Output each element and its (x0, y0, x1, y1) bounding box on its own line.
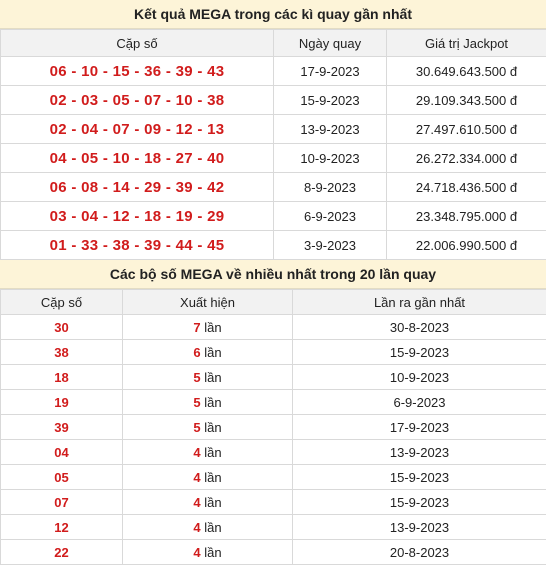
table-row (1, 315, 546, 340)
count-value: 7 (193, 319, 201, 335)
number-pair: 05 (1, 465, 123, 490)
count-unit: lần (204, 444, 222, 460)
recent-results-title: Kết quả MEGA trong các kì quay gần nhất (0, 0, 546, 29)
appearance-count (123, 415, 293, 440)
jackpot-value: 27.497.610.500 đ (387, 115, 546, 144)
count-value: 4 (193, 444, 201, 460)
draw-date: 13-9-2023 (274, 115, 387, 144)
count-value: 4 (193, 544, 201, 560)
count-unit: lần (204, 344, 222, 360)
result-numbers: 02 - 03 - 05 - 07 - 10 - 38 (1, 86, 274, 115)
count-value: 5 (193, 369, 201, 385)
number-pair: 18 (1, 365, 123, 390)
last-seen-date: 10-9-2023 (293, 365, 546, 390)
header-last-seen: Lần ra gần nhất (293, 290, 546, 315)
number-pair: 19 (1, 390, 123, 415)
table-row (1, 173, 546, 202)
table-row (1, 540, 546, 565)
last-seen-date: 15-9-2023 (293, 465, 546, 490)
count-unit: lần (204, 369, 222, 385)
count-unit: lần (204, 419, 222, 435)
count-value: 5 (193, 419, 201, 435)
count-unit: lần (204, 394, 222, 410)
count-value: 4 (193, 494, 201, 510)
appearance-count (123, 540, 293, 565)
draw-date: 10-9-2023 (274, 144, 387, 173)
result-numbers: 04 - 05 - 10 - 18 - 27 - 40 (1, 144, 274, 173)
table-row (1, 515, 546, 540)
header-pair: Cặp số (1, 290, 123, 315)
table-row (1, 57, 546, 86)
table-row (1, 440, 546, 465)
jackpot-value: 24.718.436.500 đ (387, 173, 546, 202)
last-seen-date: 6-9-2023 (293, 390, 546, 415)
header-numbers: Cặp số (1, 30, 274, 57)
appearance-count (123, 490, 293, 515)
last-seen-date: 30-8-2023 (293, 315, 546, 340)
draw-date: 8-9-2023 (274, 173, 387, 202)
table-row (1, 231, 546, 260)
table-row (1, 415, 546, 440)
last-seen-date: 13-9-2023 (293, 515, 546, 540)
table-row (1, 115, 546, 144)
count-value: 4 (193, 519, 201, 535)
number-pair: 07 (1, 490, 123, 515)
table-row (1, 86, 546, 115)
count-unit: lần (204, 494, 222, 510)
draw-date: 15-9-2023 (274, 86, 387, 115)
last-seen-date: 15-9-2023 (293, 340, 546, 365)
result-numbers: 03 - 04 - 12 - 18 - 19 - 29 (1, 202, 274, 231)
appearance-count (123, 340, 293, 365)
jackpot-value: 26.272.334.000 đ (387, 144, 546, 173)
last-seen-date: 15-9-2023 (293, 490, 546, 515)
table-row (1, 365, 546, 390)
appearance-count (123, 315, 293, 340)
count-value: 5 (193, 394, 201, 410)
table-header-row (1, 30, 546, 57)
number-pair: 38 (1, 340, 123, 365)
last-seen-date: 13-9-2023 (293, 440, 546, 465)
count-value: 6 (193, 344, 201, 360)
appearance-count (123, 390, 293, 415)
table-row (1, 144, 546, 173)
jackpot-value: 30.649.643.500 đ (387, 57, 546, 86)
frequent-numbers-table (0, 289, 546, 565)
result-numbers: 06 - 10 - 15 - 36 - 39 - 43 (1, 57, 274, 86)
result-numbers: 02 - 04 - 07 - 09 - 12 - 13 (1, 115, 274, 144)
header-date: Ngày quay (274, 30, 387, 57)
count-unit: lần (204, 319, 222, 335)
jackpot-value: 22.006.990.500 đ (387, 231, 546, 260)
last-seen-date: 17-9-2023 (293, 415, 546, 440)
number-pair: 22 (1, 540, 123, 565)
table-row (1, 340, 546, 365)
appearance-count (123, 515, 293, 540)
count-unit: lần (204, 469, 222, 485)
count-value: 4 (193, 469, 201, 485)
appearance-count (123, 365, 293, 390)
result-numbers: 06 - 08 - 14 - 29 - 39 - 42 (1, 173, 274, 202)
appearance-count (123, 465, 293, 490)
number-pair: 30 (1, 315, 123, 340)
number-pair: 39 (1, 415, 123, 440)
number-pair: 04 (1, 440, 123, 465)
draw-date: 17-9-2023 (274, 57, 387, 86)
count-unit: lần (204, 519, 222, 535)
header-appearances: Xuất hiện (123, 290, 293, 315)
table-row (1, 202, 546, 231)
jackpot-value: 23.348.795.000 đ (387, 202, 546, 231)
draw-date: 6-9-2023 (274, 202, 387, 231)
draw-date: 3-9-2023 (274, 231, 387, 260)
header-jackpot: Giá trị Jackpot (387, 30, 546, 57)
jackpot-value: 29.109.343.500 đ (387, 86, 546, 115)
result-numbers: 01 - 33 - 38 - 39 - 44 - 45 (1, 231, 274, 260)
table-header-row (1, 290, 546, 315)
table-row (1, 465, 546, 490)
last-seen-date: 20-8-2023 (293, 540, 546, 565)
table-row (1, 490, 546, 515)
frequent-numbers-title: Các bộ số MEGA về nhiều nhất trong 20 lần quay (0, 260, 546, 289)
number-pair: 12 (1, 515, 123, 540)
appearance-count (123, 440, 293, 465)
count-unit: lần (204, 544, 222, 560)
recent-results-table (0, 29, 546, 260)
table-row (1, 390, 546, 415)
